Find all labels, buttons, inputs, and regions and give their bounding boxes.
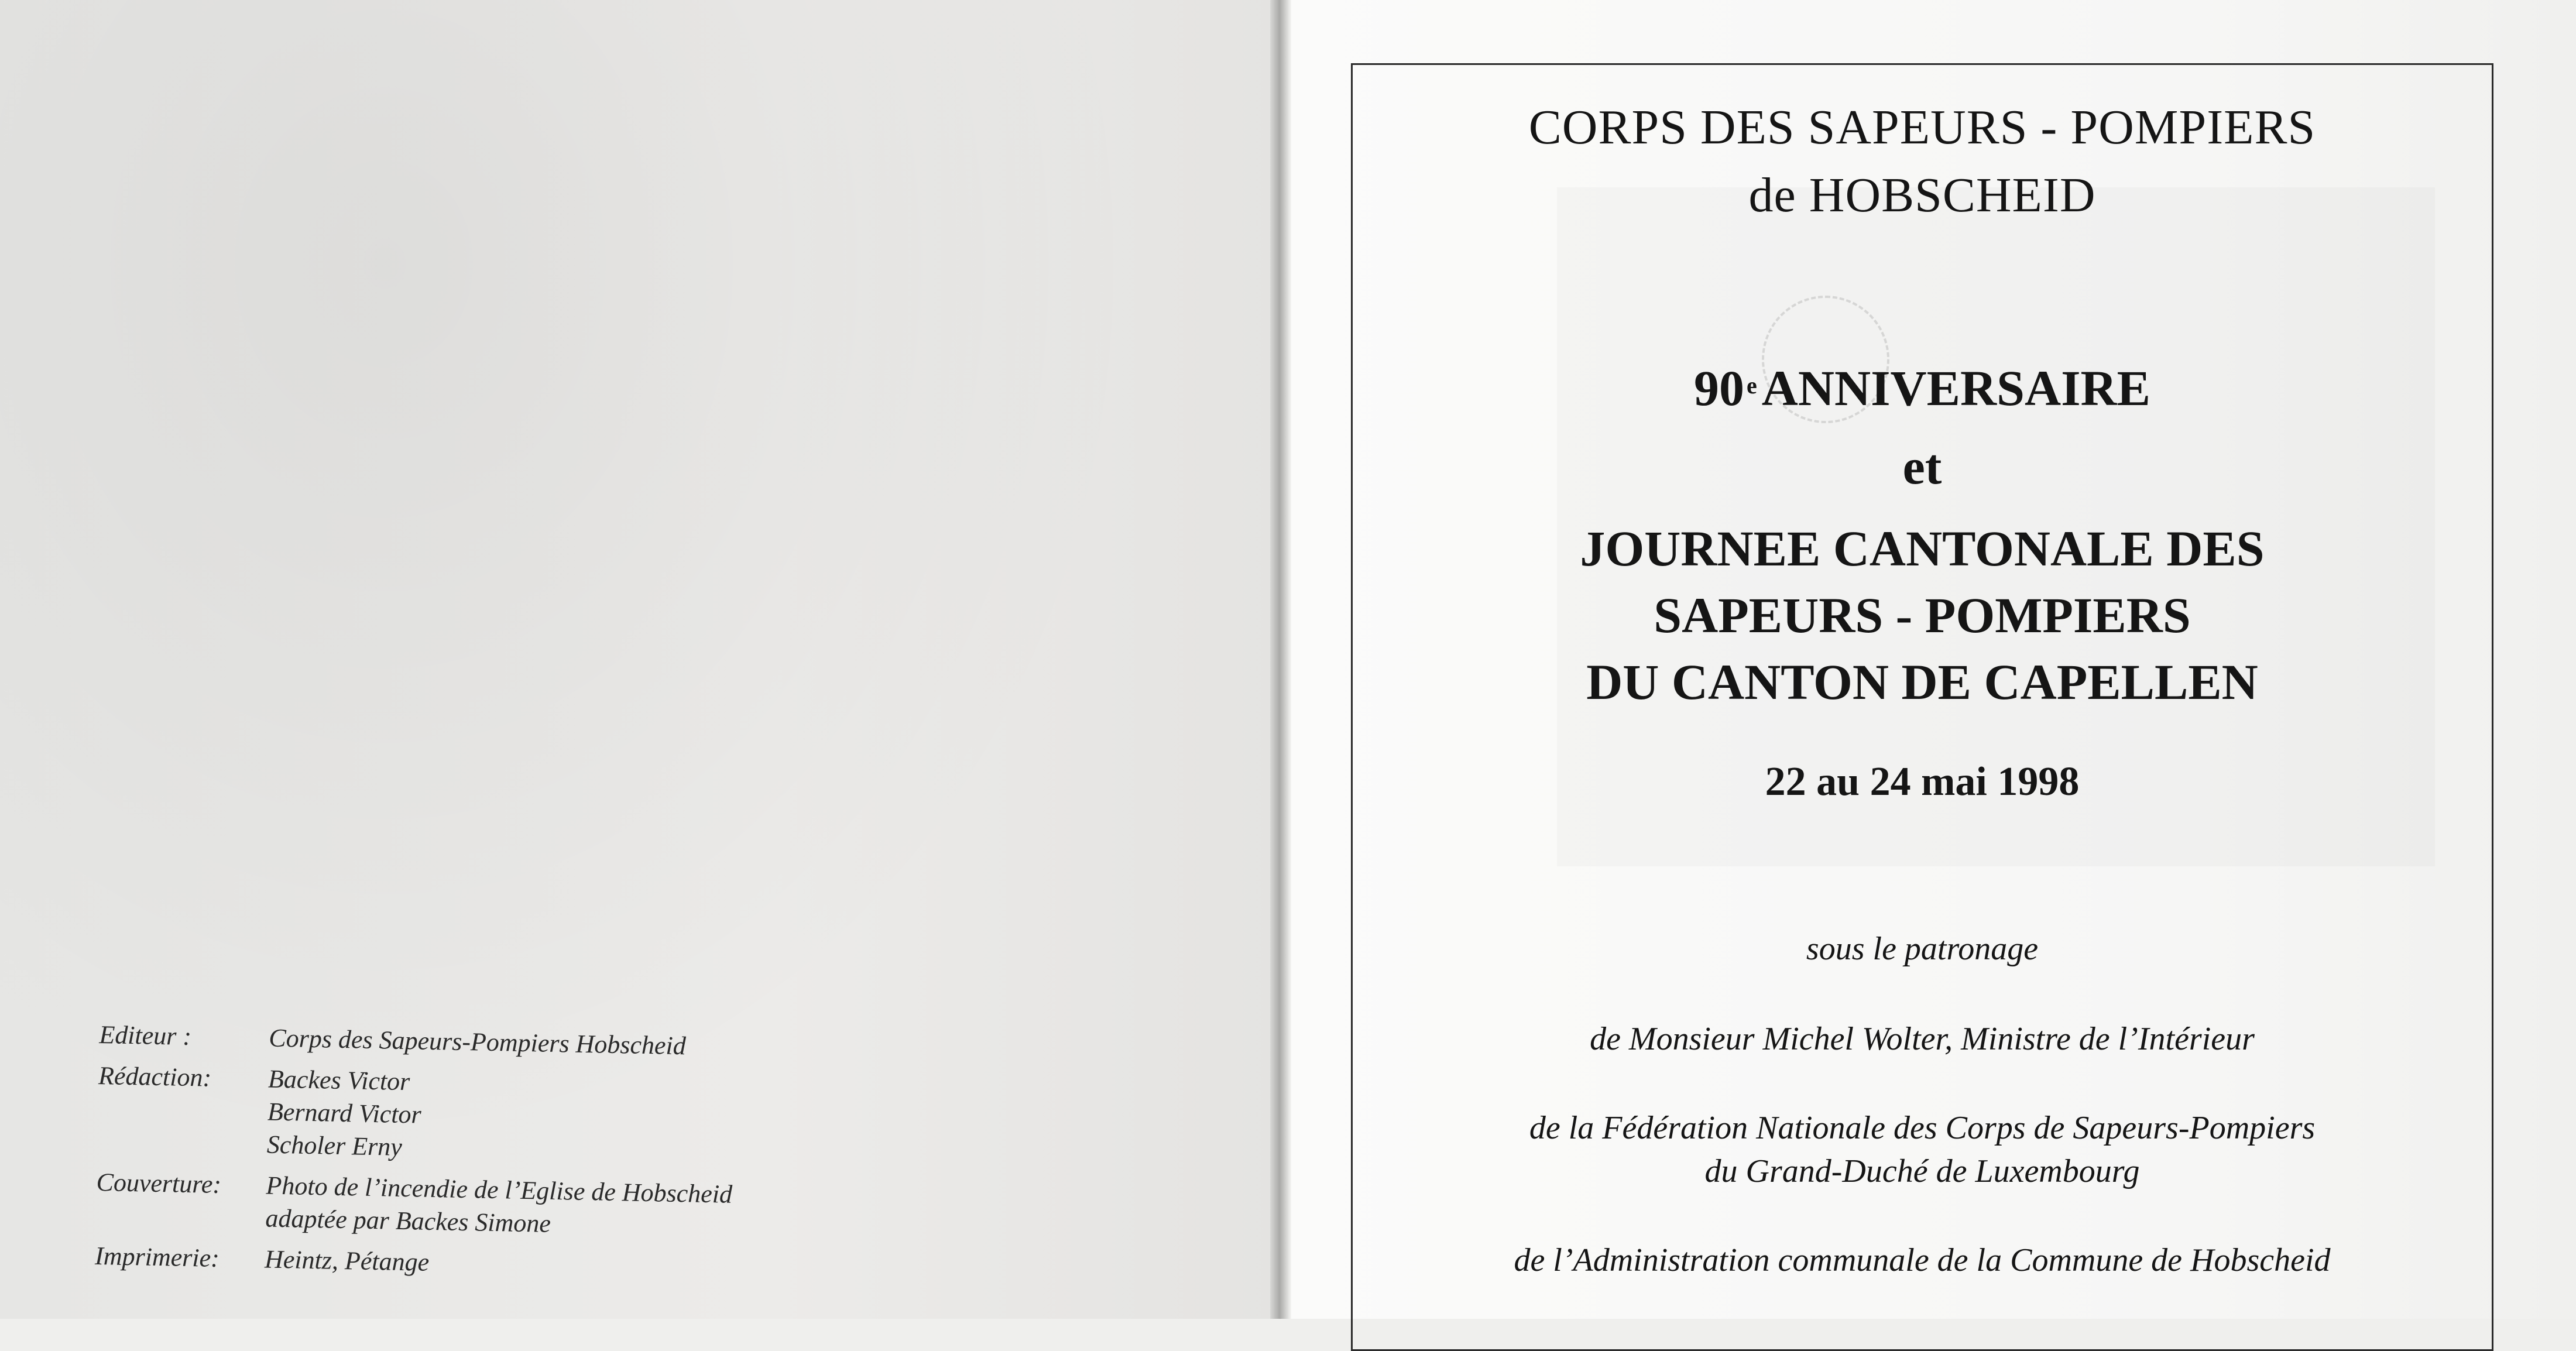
colophon-label: Couverture: — [96, 1167, 222, 1199]
colophon-row-cover — [95, 1166, 857, 1246]
book-spine — [1270, 0, 1291, 1319]
left-page — [0, 0, 1282, 1319]
anniversary-word: ANNIVERSAIRE — [1761, 360, 2150, 416]
patron-federation — [1351, 1106, 2493, 1193]
colophon — [94, 1019, 860, 1295]
colophon-row-editor — [99, 1019, 860, 1066]
colophon-value: Heintz, Pétange — [264, 1244, 430, 1277]
anniversary-heading — [1351, 356, 2493, 420]
event-title-line: DU CANTON DE CAPELLEN — [1586, 654, 2258, 710]
conjunction: et — [1902, 438, 1942, 495]
event-title-line: JOURNEE CANTONALE DES — [1580, 520, 2265, 577]
anniversary-superscript: e — [1747, 372, 1757, 399]
colophon-value: Bernard Victor — [267, 1097, 422, 1129]
patronage-heading: sous le patronage — [1806, 931, 2039, 967]
colophon-row-printer — [95, 1240, 856, 1287]
colophon-label: Editeur : — [99, 1020, 192, 1051]
anniversary-number: 90 — [1694, 360, 1744, 416]
colophon-value: adaptée par Backes Simone — [265, 1203, 551, 1238]
colophon-row-redaction — [97, 1059, 859, 1172]
colophon-value: Photo de l’incendie de l’Eglise de Hobscheid — [266, 1171, 733, 1209]
patron-minister: de Monsieur Michel Wolter, Ministre de l’Intérieur — [1590, 1021, 2255, 1057]
organization-title — [1351, 94, 2493, 229]
patron-commune: de l’Administration communale de la Commune de Hobscheid — [1514, 1242, 2331, 1278]
colophon-label: Rédaction: — [98, 1061, 212, 1092]
patron-federation-line: de la Fédération Nationale des Corps de Sapeurs-Pompiers — [1529, 1110, 2316, 1146]
organization-line: CORPS DES SAPEURS - POMPIERS — [1528, 100, 2316, 155]
event-date: 22 au 24 mai 1998 — [1765, 759, 2080, 804]
colophon-value: Corps des Sapeurs-Pompiers Hobscheid — [268, 1023, 687, 1061]
event-title — [1351, 515, 2493, 715]
colophon-value: Scholer Erny — [266, 1130, 403, 1161]
colophon-label: Imprimerie: — [94, 1241, 220, 1273]
colophon-value: Backes Victor — [267, 1064, 410, 1096]
organization-line: de HOBSCHEID — [1748, 168, 2096, 222]
event-title-line: SAPEURS - POMPIERS — [1654, 587, 2191, 643]
patron-federation-line: du Grand-Duché de Luxembourg — [1704, 1153, 2140, 1189]
